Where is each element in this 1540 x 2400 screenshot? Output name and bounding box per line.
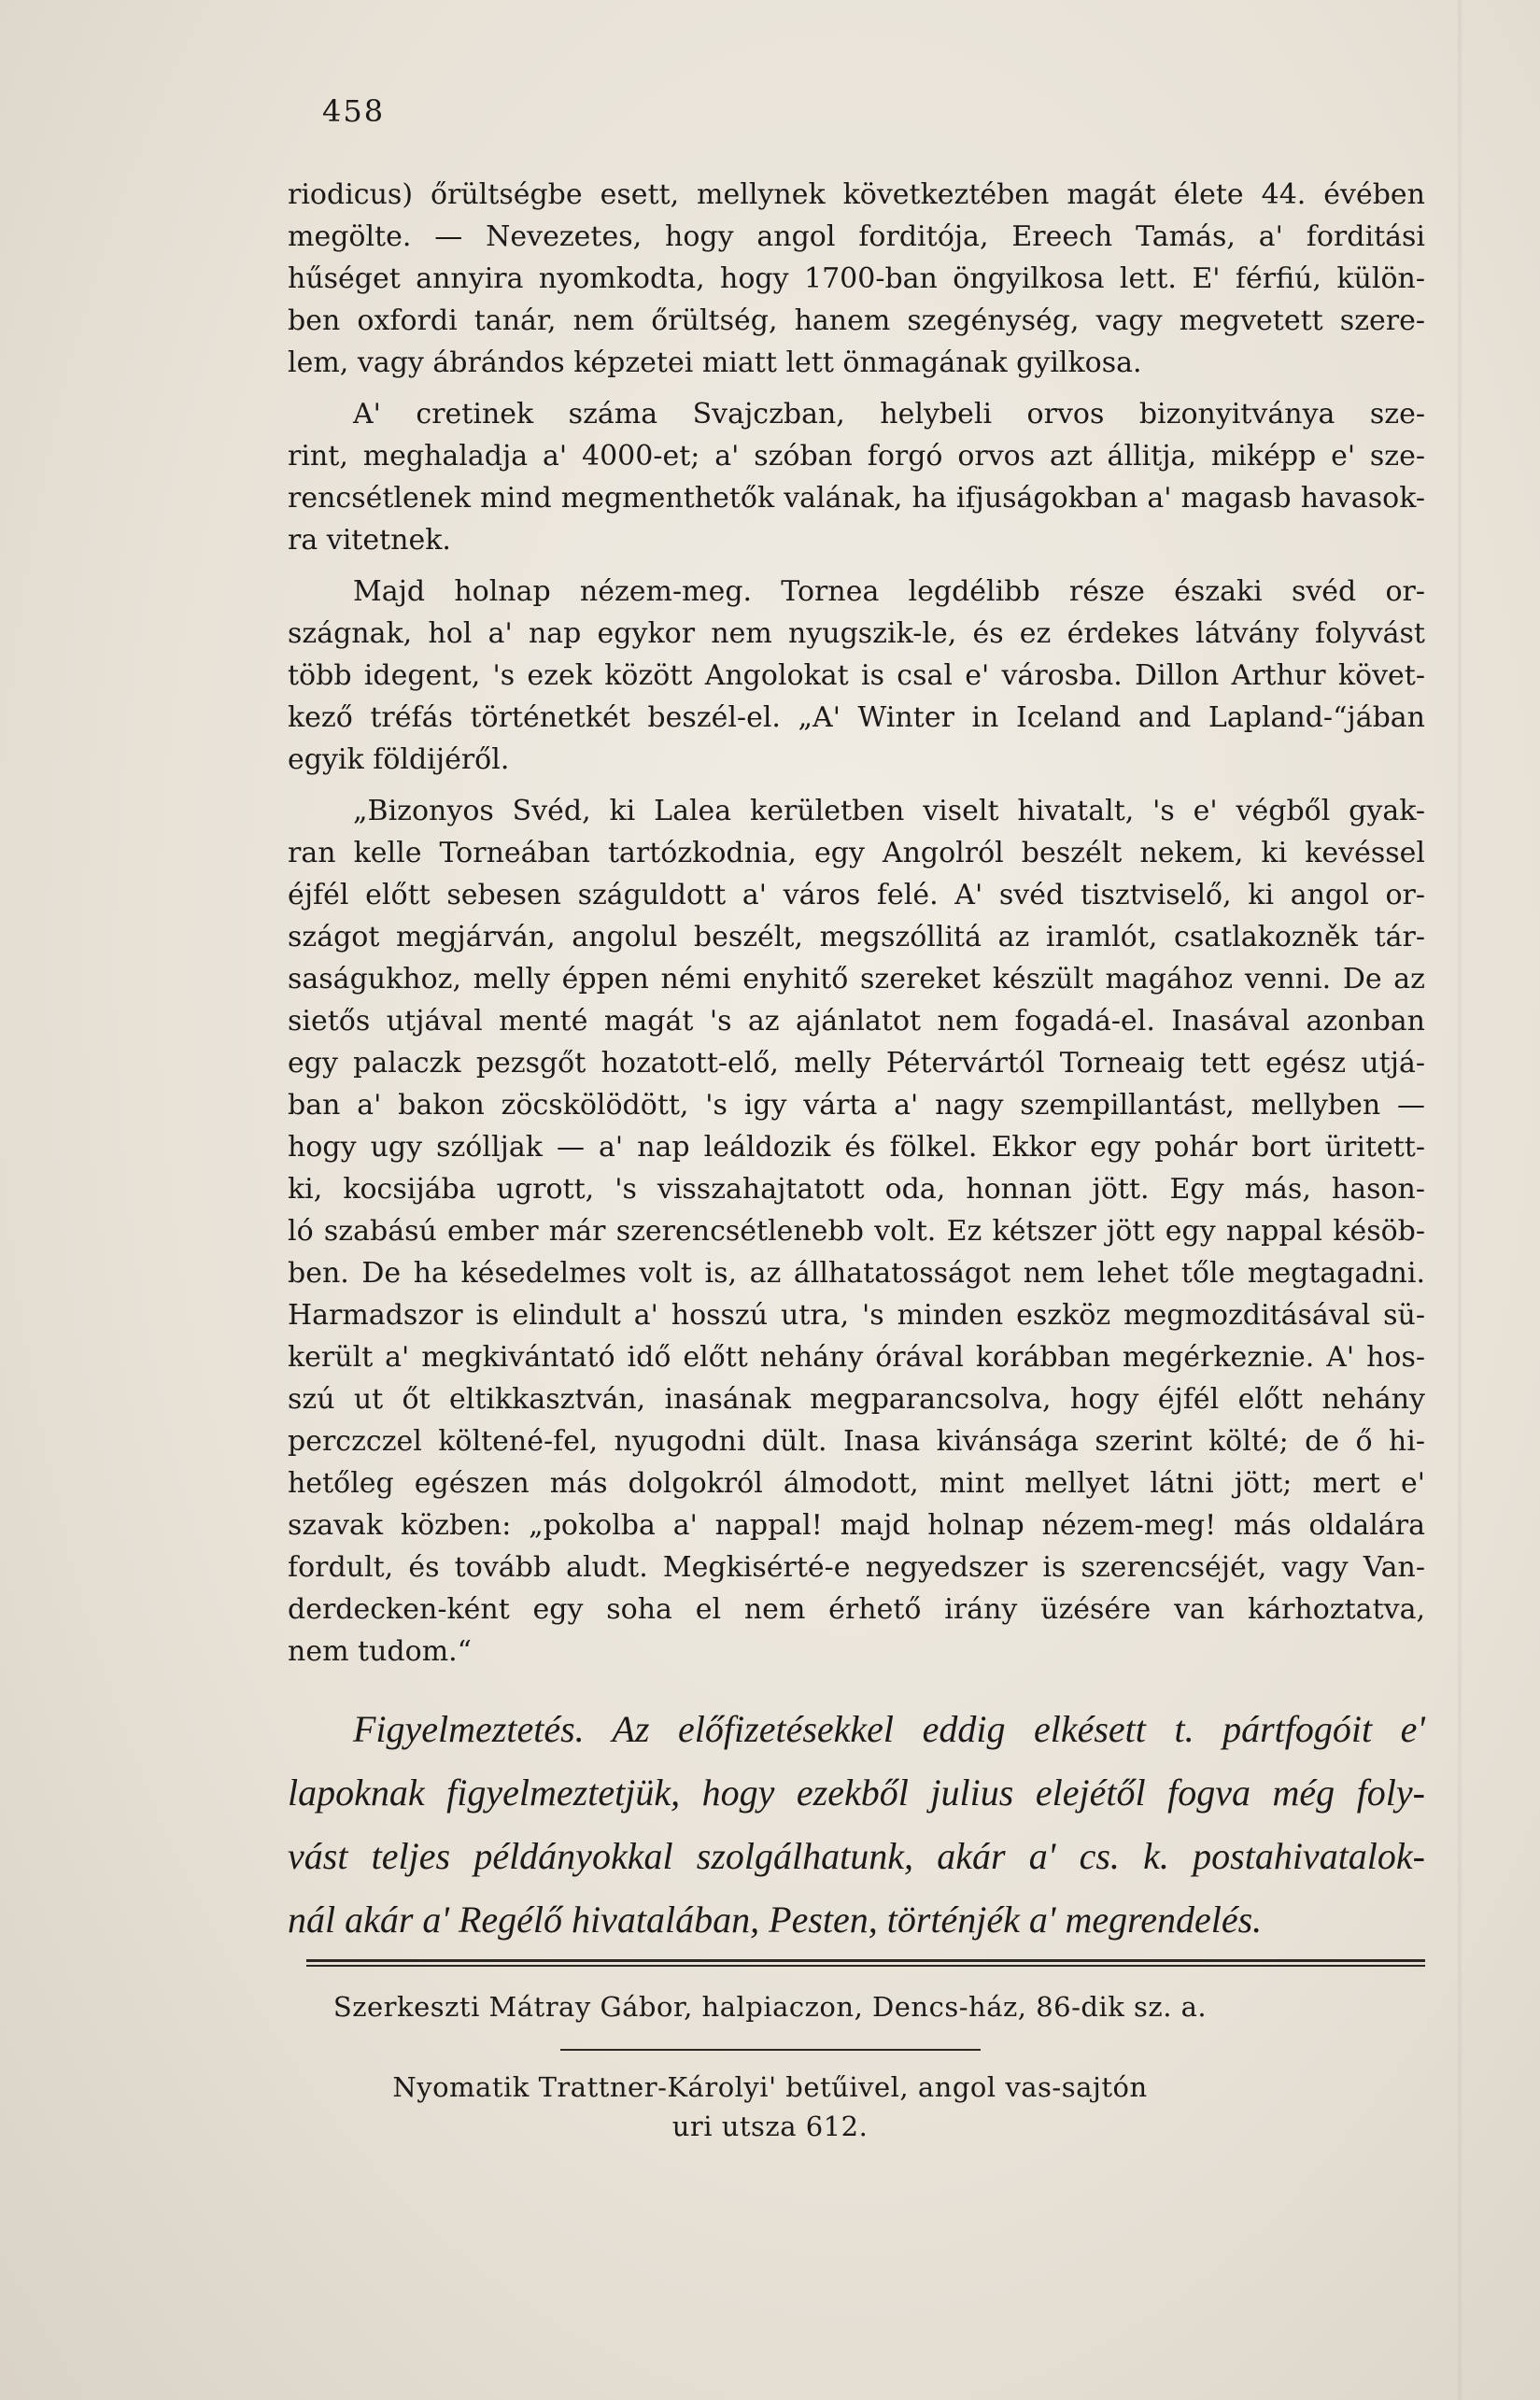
text-line: ki, kocsijába ugrott, 's visszahajtatott oda, honnan jött. Egy más, hason- [288,1173,1425,1206]
text-line: Majd holnap nézem-meg. Tornea legdélibb része északi svéd or- [353,575,1425,608]
paragraph-2 [288,393,1425,561]
text-line: kező tréfás történetkét beszél-el. „A' Winter in Iceland and Lapland-“jában [288,701,1425,734]
text-line: A' cretinek száma Svajczban, helybeli orvos bizonyitványa sze- [353,398,1425,431]
text-line: ben. De ha késedelmes volt is, az állhatatosságot nem lehet tőle megtagadni. [288,1257,1425,1290]
imprint-divider [560,2049,981,2051]
divider-rule-top [306,1959,1425,1962]
page-number: 458 [322,93,386,129]
notice-line: Figyelmeztetés. Az előfizetésekkel eddig elkésett t. pártfogóit e' [353,1708,1425,1750]
text-line: ló szabású ember már szerencsétlenebb volt. Ez kétszer jött egy nappal késöb- [288,1215,1425,1248]
divider-rule-bottom [306,1965,1425,1967]
subscription-notice [288,1698,1425,1952]
text-line: több idegent, 's ezek között Angolokat is csal e' városba. Dillon Arthur követ- [288,659,1425,692]
text-line: riodicus) őrültségbe esett, mellynek következtében magát élete 44. évében [288,178,1425,211]
notice-line: vást teljes példányokkal szolgálhatunk, akár a' cs. k. postahivatalok- [288,1835,1425,1877]
text-line: saságukhoz, melly éppen némi enyhitő szereket készült magához venni. De az [288,963,1425,995]
text-line: derdecken-ként egy soha el nem érhető irány üzésére van kárhoztatva, [288,1593,1425,1626]
text-line: Harmadszor is elindult a' hosszú utra, 's minden eszköz megmozditásával sü- [288,1299,1425,1332]
text-line: nem tudom.“ [288,1635,473,1668]
text-line: hogy ugy szólljak — a' nap leáldozik és fölkel. Ekkor egy pohár bort üritett- [288,1131,1425,1164]
text-line: ban a' bakon zöcskölödött, 's igy várta a' nagy szempillantást, mellyben — [288,1089,1425,1122]
text-line: került a' megkivántató idő előtt nehány órával korábban megérkeznie. A' hos- [288,1341,1425,1374]
printer-imprint-line1: Nyomatik Trattner-Károlyi' betűivel, angol vas-sajtón [392,2071,1148,2103]
text-line: rencsétlenek mind megmenthetők valának, ha ifjuságokban a' magasb havasok- [288,482,1425,515]
text-line: szágnak, hol a' nap egykor nem nyugszik-le, és ez érdekes látvány folyvást [288,617,1425,650]
page-fold-shadow [1457,0,1462,2400]
text-line: szágot megjárván, angolul beszélt, megszóllitá az iramlót, csatlakozněk tár- [288,921,1425,953]
text-line: ra vitetnek. [288,524,451,557]
text-line: éjfél előtt sebesen száguldott a' város felé. A' svéd tisztviselő, ki angol or- [288,879,1425,911]
text-line: egy palaczk pezsgőt hozatott-elő, melly Pétervártól Torneaig tett egész utjá- [288,1047,1425,1080]
editor-imprint: Szerkeszti Mátray Gábor, halpiaczon, Dencs-ház, 86-dik sz. a. [332,1991,1208,2023]
text-line: fordult, és tovább aludt. Megkisérté-e negyedszer is szerencséjét, vagy Van- [288,1551,1425,1584]
notice-line: lapoknak figyelmeztetjük, hogy ezekből julius elejétől fogva még foly- [288,1772,1425,1814]
text-line: egyik földijéről. [288,743,510,776]
printer-imprint-line2: uri utsza 612. [671,2111,869,2142]
text-line: hetőleg egészen más dolgokról álmodott, mint mellyet látni jött; mert e' [288,1467,1425,1500]
paragraph-1 [288,174,1425,384]
paragraph-3 [288,571,1425,781]
text-line: ben oxfordi tanár, nem őrültség, hanem szegénység, vagy megvetett szere- [288,304,1425,337]
text-line: szú ut őt eltikkasztván, inasának megparancsolva, hogy éjfél előtt nehány [288,1383,1425,1416]
text-line: szavak közben: „pokolba a' nappal! majd holnap nézem-meg! más oldalára [288,1509,1425,1542]
text-line: megölte. — Nevezetes, hogy angol forditója, Ereech Tamás, a' forditási [288,220,1425,253]
paragraph-4 [288,790,1425,1673]
text-line: sietős utjával menté magát 's az ajánlatot nem fogadá-el. Inasával azonban [288,1005,1425,1038]
text-line: ran kelle Torneában tartózkodnia, egy Angolról beszélt nekem, ki kevéssel [288,837,1425,869]
text-line: rint, meghaladja a' 4000-et; a' szóban forgó orvos azt állitja, miképp e' sze- [288,440,1425,473]
text-line: lem, vagy ábrándos képzetei miatt lett önmagának gyilkosa. [288,346,1142,379]
text-line: hűséget annyira nyomkodta, hogy 1700-ban öngyilkosa lett. E' férfiú, külön- [288,262,1425,295]
article-body [288,174,1425,1682]
text-line: perczczel költené-fel, nyugodni dült. Inasa kivánsága szerint költé; de ő hi- [288,1425,1425,1458]
notice-line: nál akár a' Regélő hivatalában, Pesten, történjék a' megrendelés. [288,1899,1263,1941]
text-line: „Bizonyos Svéd, ki Lalea kerületben viselt hivatalt, 's e' végből gyak- [353,795,1425,827]
